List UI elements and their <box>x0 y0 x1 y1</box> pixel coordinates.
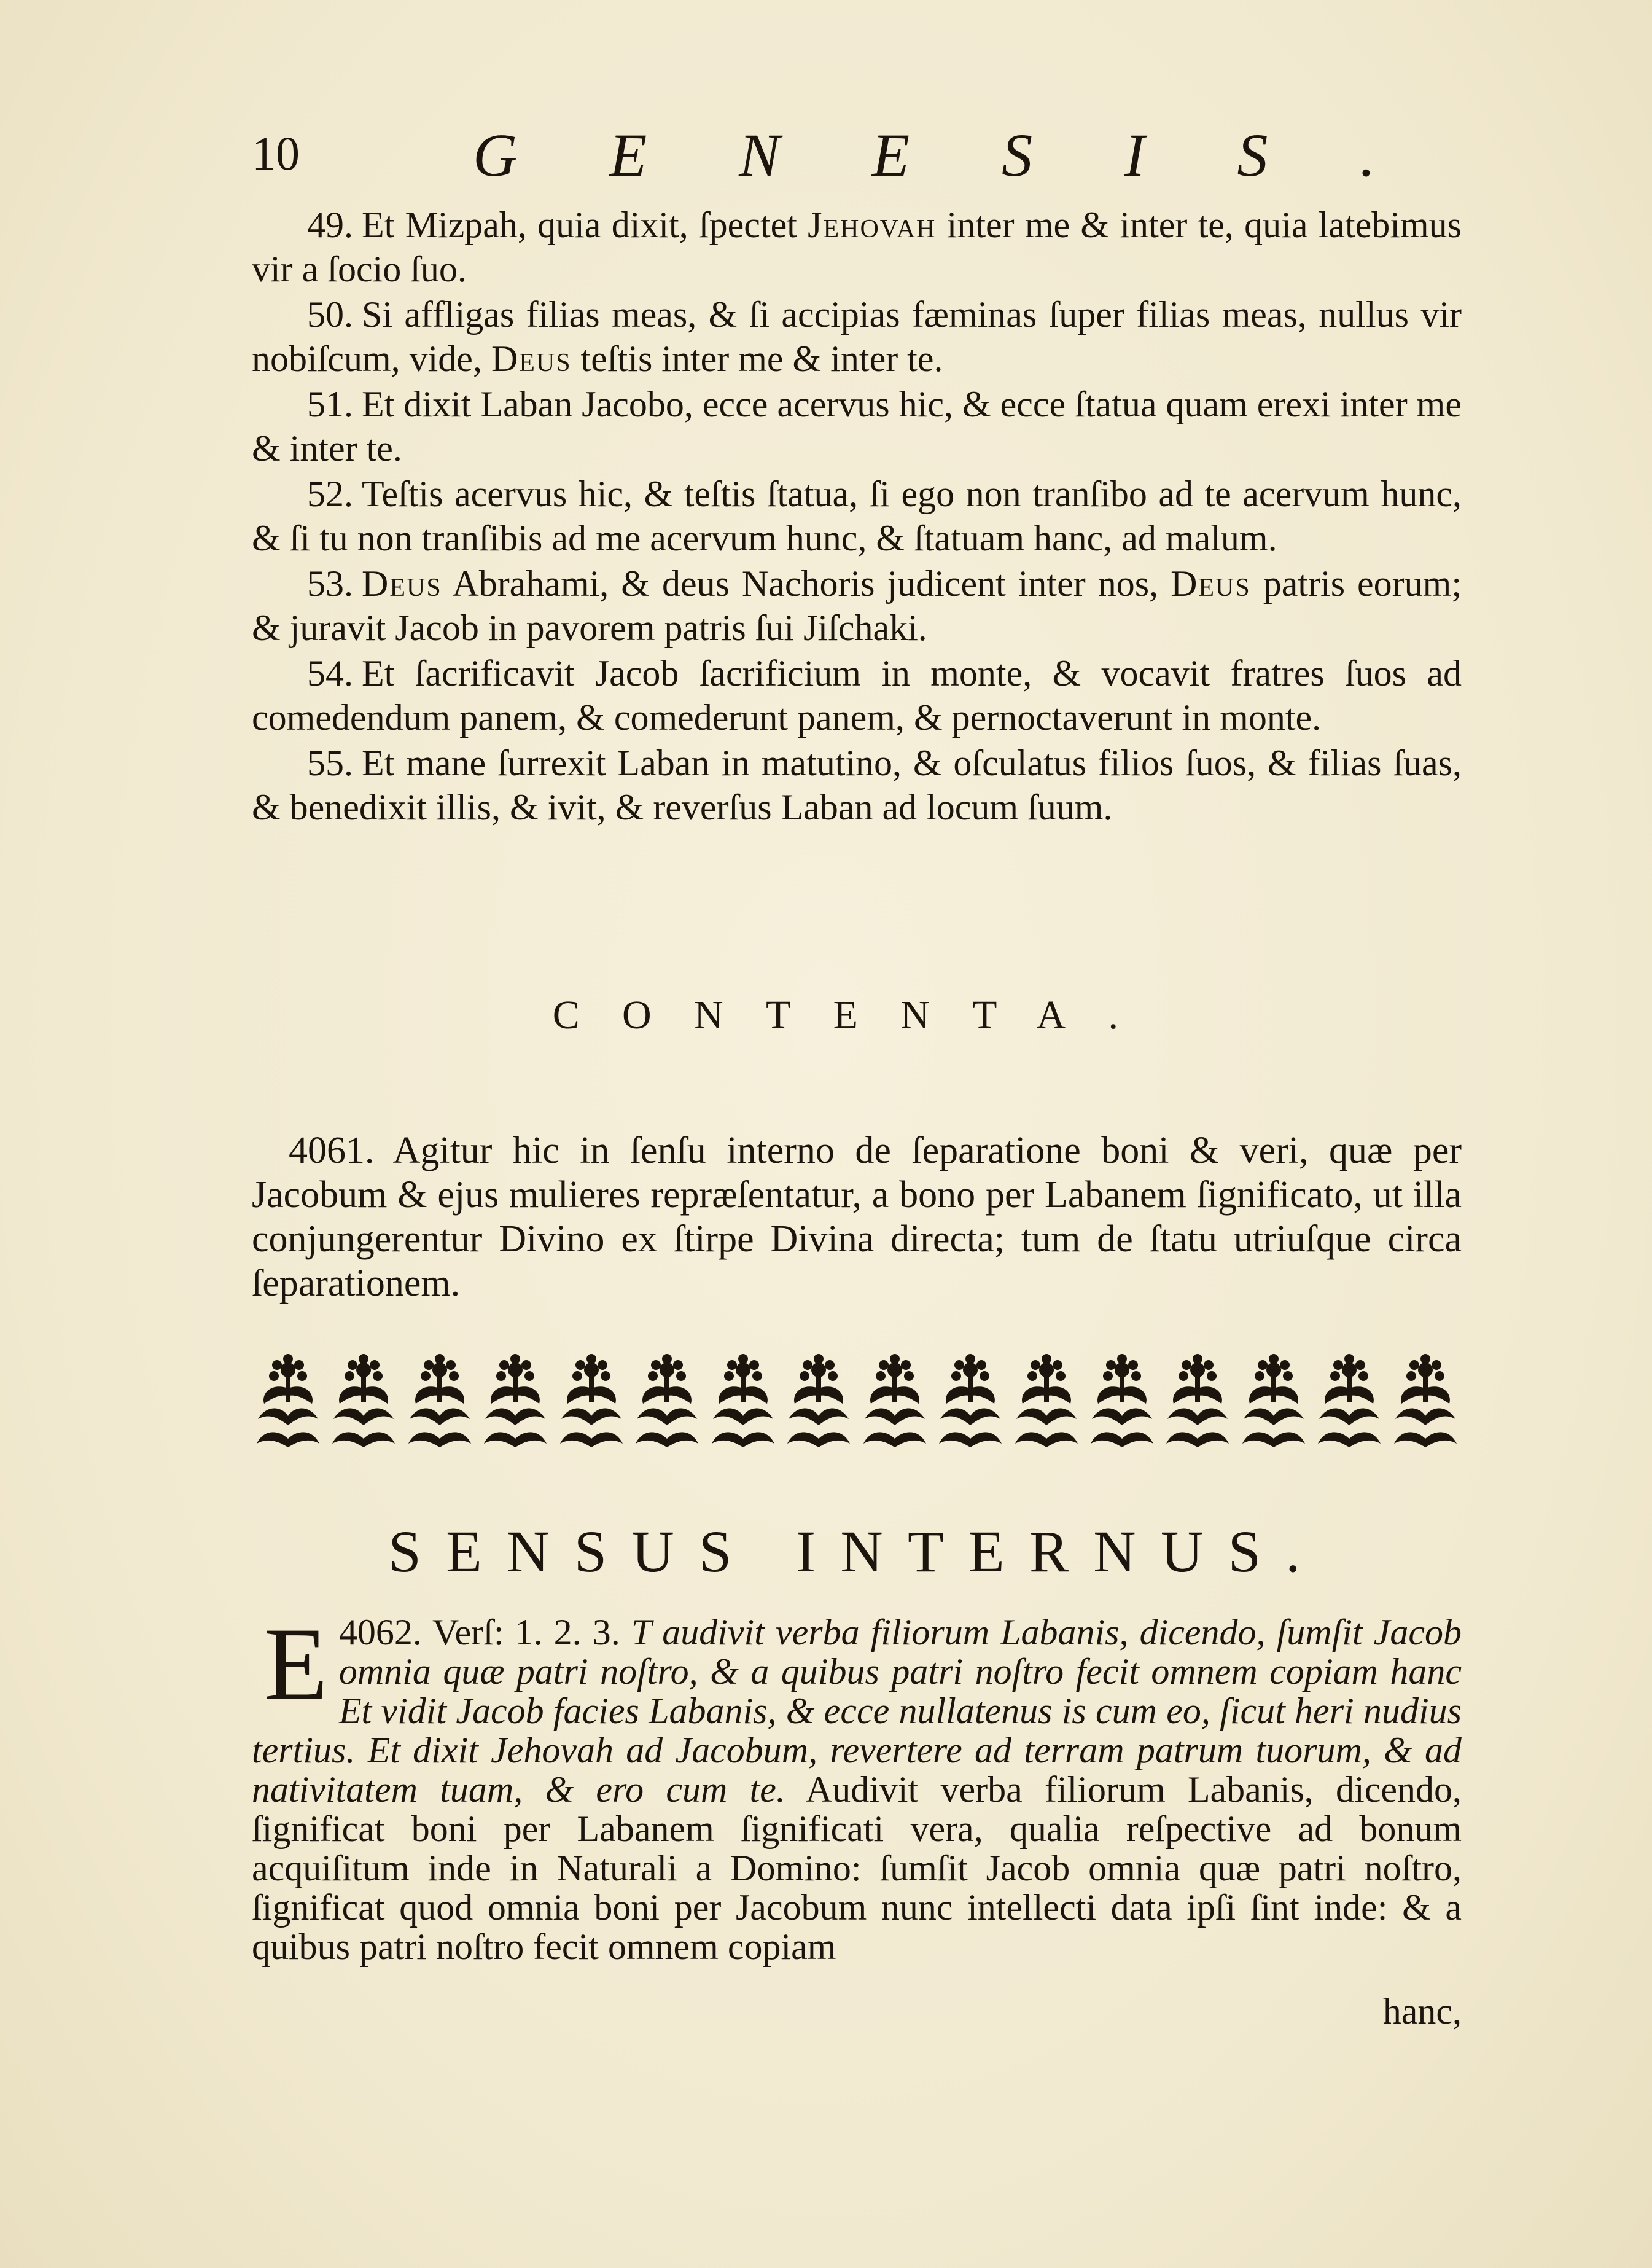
verse-53: 53. Deus Abrahami, & deus Nachoris judicent inter nos, Deus patris eorum; & juravit Jacob in pavorem patris ſui Jiſchaki. <box>252 563 1462 648</box>
flower-ornament-icon <box>707 1351 779 1450</box>
flower-ornament-icon <box>631 1351 703 1450</box>
flower-ornament-icon <box>403 1351 476 1450</box>
flower-ornament-icon <box>1313 1351 1385 1450</box>
flower-ornament-icon <box>934 1351 1007 1450</box>
verse-55: 55. Et mane ſurrexit Laban in matutino, & oſculatus filios ſuos, & filias ſuas, & benedixit illis, & ivit, & reverſus Laban ad locum ſuum. <box>252 743 1462 827</box>
drop-cap: E <box>264 1606 328 1722</box>
flower-ornament-icon <box>479 1351 551 1450</box>
flower-ornament-icon <box>1161 1351 1234 1450</box>
italic-scripture: T audivit verba filiorum Labanis, dicendo, ſumſit Jacob omnia quæ patri noſtro, & a quibus patri noſtro fecit omnem copiam hanc Et vidit Jacob facies Labanis, & ecce nullatenus is cum eo, ſicut heri nudius tertius. Et dixit Jehovah ad Jacobum, revertere ad terram patrum tuorum, & ad nativitatem tuam, & ero cum te. <box>252 1612 1462 1810</box>
flower-ornament-icon <box>555 1351 628 1450</box>
contenta-heading: CONTENTA. <box>552 993 1161 1038</box>
page-title: GENESIS. <box>473 121 1468 189</box>
verse-51: 51. Et dixit Laban Jacobo, ecce acervus hic, & ecce ſtatua quam erexi inter me & inter te. <box>252 384 1462 469</box>
flower-ornament-icon <box>1389 1351 1462 1450</box>
flower-ornament-icon <box>1010 1351 1083 1450</box>
ornament-divider <box>252 1351 1462 1450</box>
sensus-paragraph <box>252 1606 1462 1967</box>
contenta-paragraph: 4061. Agitur hic in ſenſu interno de ſeparatione boni & veri, quæ per Jacobum & ejus mulieres repræſentatur, a bono per Labanem ſignificato, ut illa conjungerentur Divino ex ſtirpe Divina directa; tum de ſtatu utriuſque circa ſeparationem. <box>252 1130 1462 1304</box>
verse-50: 50. Si affligas filias meas, & ſi accipias fæminas ſuper filias meas, nullus vir nobiſcum, vide, Deus teſtis inter me & inter te. <box>252 294 1462 379</box>
flower-ornament-icon <box>1086 1351 1158 1450</box>
verses-block <box>252 203 1462 831</box>
running-head <box>252 120 1474 187</box>
page-number: 10 <box>252 127 300 180</box>
flower-ornament-icon <box>1237 1351 1310 1450</box>
verse-49: 49. Et Mizpah, quia dixit, ſpectet Jehovah inter me & inter te, quia latebimus vir a ſocio ſuo. <box>252 205 1462 289</box>
verse-52: 52. Teſtis acervus hic, & teſtis ſtatua, ſi ego non tranſibo ad te acervum hunc, & ſi tu non tranſibis ad me acervum hunc, & ſtatuam hanc, ad malum. <box>252 474 1462 558</box>
sensus-heading: SENSUS INTERNUS. <box>388 1519 1325 1584</box>
verse-reference: 4062. Verſ: 1. 2. 3. <box>338 1612 620 1652</box>
flower-ornament-icon <box>252 1351 324 1450</box>
flower-ornament-icon <box>859 1351 931 1450</box>
verse-54: 54. Et ſacrificavit Jacob ſacrificium in monte, & vocavit fratres ſuos ad comedendum panem, & comederunt panem, & pernoctaverunt in monte. <box>252 653 1462 738</box>
flower-ornament-icon <box>782 1351 855 1450</box>
catchword: hanc, <box>1382 1991 1462 2031</box>
exposition-text: Audivit verba filiorum Labanis, dicendo, ſignificat boni per Labanem ſignificati vera, qualia reſpective ad bonum acquiſitum inde in Naturali a Domino: ſumſit Jacob omnia quæ patri noſtro, ſignificat quod omnia boni per Jacobum nunc intellecti data ipſi ſint inde: & a quibus patri noſtro fecit omnem copiam <box>252 1769 1462 1967</box>
flower-ornament-icon <box>327 1351 400 1450</box>
